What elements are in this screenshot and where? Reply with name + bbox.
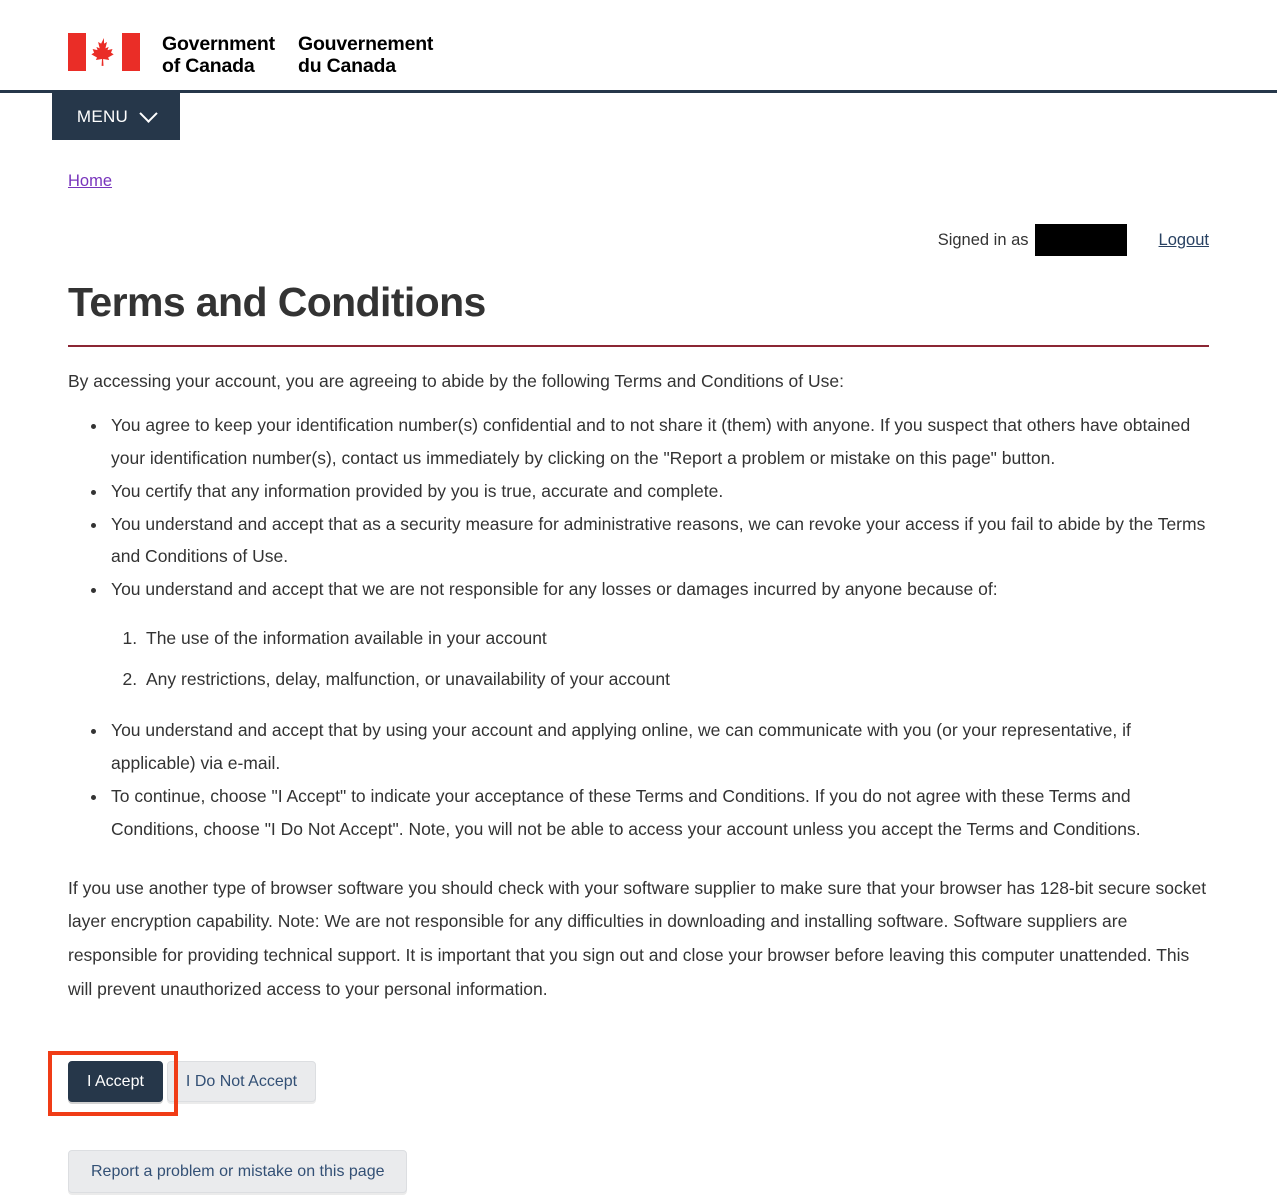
list-item: • You agree to keep your identification number(s) confidential and to not share it (them) with anyone. If you suspect that others have obtained your identification number(s), contact us immediately by clicking on the "Report a problem or mistake on this page" button. <box>108 409 1209 475</box>
closing-paragraph: If you use another type of browser software you should check with your software supplier to make sure that your browser has 128-bit secure socket layer encryption capability. Note: We are not responsible for any difficulties in downloading and installing software. Software suppliers are responsible for providing technical support. It is important that you sign out and close your browser before leaving this computer unattended. This will prevent unauthorized access to your personal information. <box>68 877 1207 999</box>
list-item: 2. Any restrictions, delay, malfunction, or unavailability of your account <box>142 663 1209 696</box>
terms-actions <box>68 1061 316 1102</box>
report-problem-button[interactable]: Report a problem or mistake on this page <box>68 1150 407 1193</box>
wordmark-fr-line2: du Canada <box>298 55 396 77</box>
list-item: • You understand and accept that by using your account and applying online, we can communicate with you (or your representative, if applicable) via e-mail. <box>108 714 1209 780</box>
list-item: 1. The use of the information available in your account <box>142 622 1209 655</box>
list-item: • You understand and accept that as a security measure for administrative reasons, we can revoke your access if you fail to abide by the Terms and Conditions of Use. <box>108 508 1209 574</box>
menu-button-label: MENU <box>76 106 129 126</box>
terms-list-top <box>68 409 1209 606</box>
menu-bar <box>0 93 1277 145</box>
page-title: Terms and Conditions <box>68 280 1209 347</box>
global-header <box>0 0 1277 93</box>
wordmark-fr-line1: Gouvernement <box>298 33 434 55</box>
breadcrumb-item-home[interactable]: Home <box>68 172 113 190</box>
signed-in-as-label: Signed in as <box>937 230 1029 249</box>
accept-button[interactable]: I Accept <box>68 1061 163 1102</box>
chevron-down-icon <box>139 104 157 122</box>
wordmark-en-line1: Government <box>162 33 275 55</box>
list-item: • To continue, choose "I Accept" to indicate your acceptance of these Terms and Conditions. If you do not agree with these Terms and Conditions, choose "I Do Not Accept". Note, you will not be able to access your account unless you accept the Terms and Conditions. <box>108 780 1209 846</box>
terms-sub-list <box>68 622 1209 696</box>
terms-list-bottom <box>68 714 1209 846</box>
breadcrumb <box>68 172 112 191</box>
brand-lockup <box>68 33 433 77</box>
signed-in-username-redacted <box>1035 224 1127 256</box>
decline-button[interactable]: I Do Not Accept <box>167 1061 316 1102</box>
main-content <box>68 280 1209 1007</box>
main-menu-button[interactable] <box>52 93 180 140</box>
goc-wordmark <box>162 33 433 77</box>
list-item: • You understand and accept that we are not responsible for any losses or damages incurred by anyone because of: <box>108 573 1209 606</box>
wordmark-en-line2: of Canada <box>162 55 255 77</box>
list-item: • You certify that any information provided by you is true, accurate and complete. <box>108 475 1209 508</box>
intro-paragraph: By accessing your account, you are agreeing to abide by the following Terms and Conditions of Use: <box>68 371 844 392</box>
logout-link[interactable]: Logout <box>1158 230 1209 249</box>
canada-flag-icon <box>68 33 140 71</box>
session-bar <box>938 224 1209 256</box>
report-problem-section <box>68 1150 407 1193</box>
